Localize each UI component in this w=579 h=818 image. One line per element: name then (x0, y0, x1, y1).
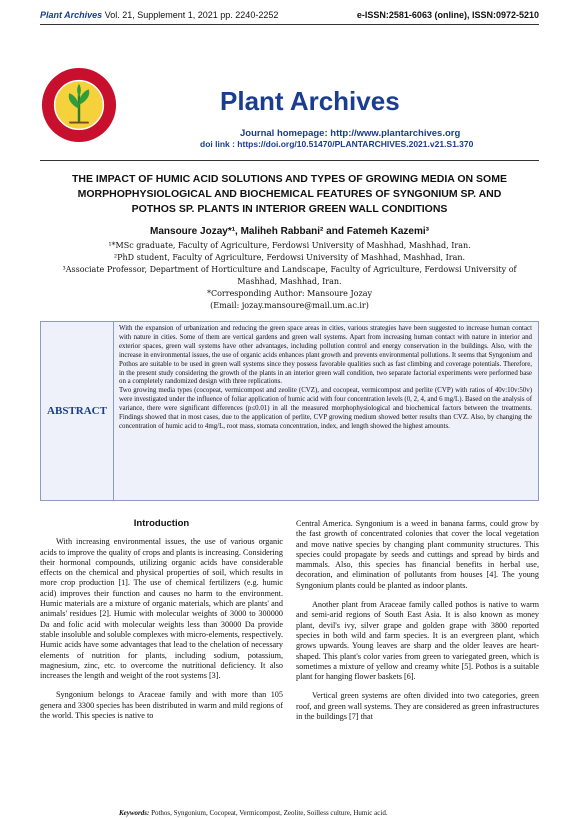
abstract-paragraph: With the expansion of urbanization and reducing the green space areas in cities, various strategies have been suggested to increase human contact with nature in cities. Some of them are vertical gardens and green wall systems. Apart from increasing human contact with nature in interior and exterior spaces, green wall systems have other advantages, including pollution control and energy conservation in the buildings. Also, with the increase in environmental issues, the use of organic acids enhances plant growth and prevents environmental pollutions. It seems that Syngonium and Pothos are suitable to be used in green wall systems since they possess favorable qualities such as fast climbing and coverage potentials. Therefore, in the present study considering the growth of the plants in an interior green wall condition, two separate factorial experiments were performed base on a completely randomized design with three replications. (119, 325, 532, 386)
journal-masthead-title: Plant Archives (220, 86, 400, 116)
section-heading-introduction: Introduction (133, 518, 190, 529)
affiliation-line: ²PhD student, Faculty of Agriculture, Ferdowsi University of Mashhad, Mashhad, Iran. (113, 253, 466, 262)
body-paragraph: Vertical green systems are often divided into two categories, green roof, and green wall systems. They are considered as green infrastructures in the buildings [7] that (296, 691, 539, 722)
title-line: POTHOS SP. PLANTS IN INTERIOR GREEN WALL CONDITIONS (131, 203, 448, 215)
keywords-label: Keywords: (119, 809, 150, 817)
citation-line (40, 8, 278, 22)
keywords-line (119, 809, 532, 818)
author-list: Mansoure Jozay*¹, Maliheh Rabbani² and Fatemeh Kazemi³ (150, 226, 429, 237)
masthead-divider (40, 160, 539, 161)
keywords-list: Pothos, Syngonium, Cocopeat, Vermicompost, Zeolite, Soilless culture, Humic acid. (149, 809, 388, 817)
affiliation-line: Mashhad, Mashhad, Iran. (237, 277, 342, 286)
affiliations (40, 240, 539, 312)
affiliation-line: *Corresponding Author: Mansoure Jozay (206, 289, 372, 298)
body-column-left (40, 519, 283, 730)
affiliation-line[interactable]: (Email: jozay.mansoure@mail.um.ac.ir) (210, 301, 369, 310)
masthead (40, 58, 539, 162)
abstract-label: ABSTRACT (41, 322, 114, 500)
journal-name: Plant Archives (40, 10, 103, 20)
title-line: MORPHOPHYSIOLOGICAL AND BIOCHEMICAL FEATURES OF SYNGONIUM SP. AND (77, 188, 502, 200)
volume-info: Vol. 21, Supplement 1, 2021 pp. 2240-2252 (102, 10, 279, 20)
title-line: THE IMPACT OF HUMIC ACID SOLUTIONS AND TYPES OF GROWING MEDIA ON SOME (72, 173, 507, 185)
doi-link[interactable]: doi link : https://doi.org/10.51470/PLANTARCHIVES.2021.v21.S1.370 (200, 139, 474, 149)
body-paragraph: Central America. Syngonium is a weed in banana farms, could grow by the fast growth of concentrated colonies that cover the local vegetation and move native species by changing plant community structures. This species could propagate by seeds and cuttings and spread by birds and mammals. Also, this species has financial benefits in herbal use, decoration, and elimination of pollutants from houses [4]. The young Syngonium plants could be planted as indoor plants. (296, 519, 539, 590)
body-paragraph: With increasing environmental issues, the use of various organic acids to improve the quality of crops and plants is increasing. Considering their hormonal compounds, utilizing organic acids have considerable effects on the chemical and physical properties of soil, which results in more crop production [1]. The use of chemical fertilizers (e.g. humic acid) improves their function and causes no harm to the environment. Humic materials are a mixture of organic materials, which are plants' and animals' residues [2]. Humic with molecular weights of 3000 to 300000 Da and folic acid with molecular weights less than 30000 Da provide stable insoluble and soluble complexes with micro-elements, respectively. Humic acids have some advantages that lead to the chelation of necessary elements of nutrition for plants, including sodium, potassium, magnesium, zinc, etc. to overcome the nutritional deficiency. It also increases the length and weight of the root systems [3]. (40, 537, 283, 681)
top-divider (40, 24, 539, 25)
plant-archives-logo-icon (40, 66, 118, 144)
issn-line: e-ISSN:2581-6063 (online), ISSN:0972-5210 (356, 10, 539, 20)
abstract-paragraph: Two growing media types (cocopeat, vermicompost and zeolite (CVZ), and cocopeat, vermicompost and perlite (CVP) with ratios of 40v:10v:50v) were investigated under the influence of foliar application of humic acid with four concentration levels (0, 2, 4, and 6 mg/L). Based on the analysis of variance, there were significant differences (p≤0.01) in all the measured morphophysiological and biochemical factors between the treatments. Findings showed that in most cases, due to the application of perlite, CVP growing medium showed better results than CVZ. Also, by changing the concentration of humic acid to 4mg/L, root mass, stomata concentration, index, and length showed the highest amounts. (119, 387, 532, 430)
running-header (40, 8, 539, 22)
abstract-text (119, 325, 532, 432)
affiliation-line: ³Associate Professor, Department of Horticulture and Landscape, Faculty of Agriculture, Ferdowsi University of (62, 265, 517, 274)
affiliation-line: ¹*MSc graduate, Faculty of Agriculture, Ferdowsi University of Mashhad, Mashhad, Iran. (108, 241, 471, 250)
journal-homepage[interactable]: Journal homepage: http://www.plantarchives.org (240, 128, 461, 139)
article-title (56, 172, 523, 217)
body-column-right (296, 519, 539, 731)
body-paragraph: Syngonium belongs to Araceae family and with more than 105 genera and 3300 species has been distributed in warm and mild regions of the world. This species is native to (40, 690, 283, 721)
body-paragraph: Another plant from Araceae family called pothos is native to warm and semi-arid regions of South East Asia. It is also known as money plant, devil's ivy, silver grape and golden grape with 3800 reported species in both wild and farm species. It is an evergreen plant, which grows upwards. Young leaves are sharp and the older leaves are heart-shaped. This plant's color varies from green to variegated green, which is sometimes a mixture of yellow and creamy white [5]. Pothos is a suitable plant for hanging flower baskets [6]. (296, 600, 539, 682)
